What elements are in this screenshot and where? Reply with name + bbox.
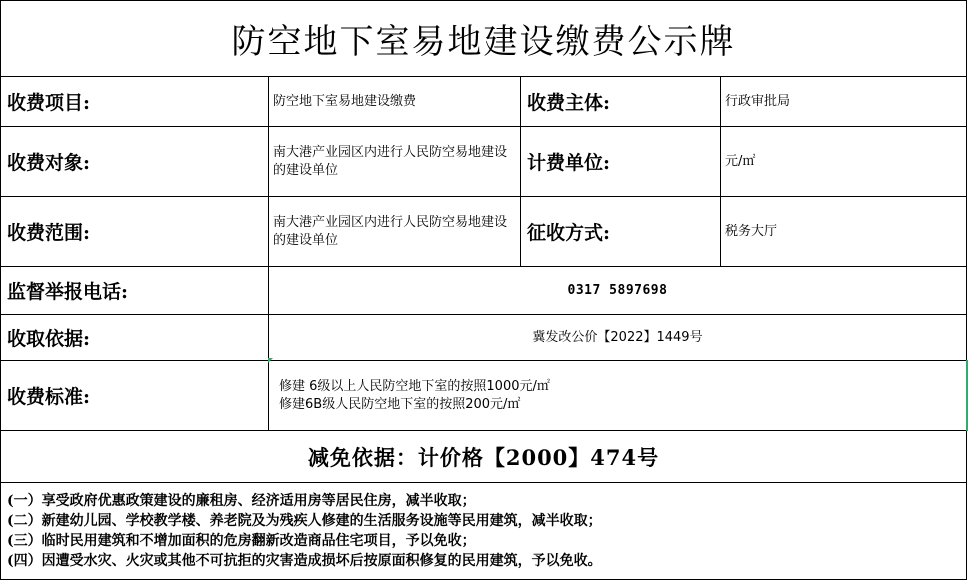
fee-item-value: 防空地下室易地建设缴费 [269,77,521,127]
title-row [1,1,967,77]
billing-unit-label: 计费单位: [521,127,721,197]
exemption-item-1: (一）享受政府优惠政策建设的廉租房、经济适用房等居民住房，减半收取； [7,493,476,509]
standard-line-2: 修建6B级人民防空地下室的按照200元/㎡ [279,396,521,412]
exemption-heading-row [1,431,967,483]
collection-method-value: 税务大厅 [721,197,967,267]
basis-row [1,315,967,361]
billing-unit-value: 元/㎡ [721,127,967,197]
exemption-list [1,483,967,580]
fee-target-value: 南大港产业园区内进行人民防空易地建设的建设单位 [269,127,521,197]
hotline-row [1,267,967,315]
standard-line-1: 修建 6级以上人民防空地下室的按照1000元/㎡ [279,378,550,394]
fee-item-row [1,77,967,127]
fee-subject-label: 收费主体: [521,77,721,127]
fee-subject-value: 行政审批局 [721,77,967,127]
exemption-item-4: (四）因遭受水灾、火灾或其他不可抗拒的灾害造成损坏后按原面积修复的民用建筑，予以免收。 [7,553,602,569]
fee-scope-label: 收费范围: [1,197,269,267]
collection-method-label: 征收方式: [521,197,721,267]
basis-value: 冀发改公价【2022】1449号 [269,315,967,361]
fee-target-row [1,127,967,197]
cell-marker [268,358,273,363]
fee-scope-value: 南大港产业园区内进行人民防空易地建设的建设单位 [269,197,521,267]
exemption-item-2: (二）新建幼儿园、学校教学楼、养老院及为残疾人修建的生活服务设施等民用建筑，减半收取； [7,513,602,529]
standard-value [269,361,967,431]
fee-target-label: 收费对象: [1,127,269,197]
hotline-label: 监督举报电话: [1,267,269,315]
exemption-items-row [1,483,967,580]
fee-item-label: 收费项目: [1,77,269,127]
standard-label: 收费标准: [1,361,269,431]
basis-label: 收取依据: [1,315,269,361]
standard-row [1,361,967,431]
hotline-value: 0317 5897698 [269,267,967,315]
exemption-item-3: (三）临时民用建筑和不增加面积的危房翻新改造商品住宅项目，予以免收； [7,533,476,549]
exemption-heading: 减免依据：计价格【2000】474号 [1,431,967,483]
fee-scope-row [1,197,967,267]
page-title: 防空地下室易地建设缴费公示牌 [1,1,967,77]
